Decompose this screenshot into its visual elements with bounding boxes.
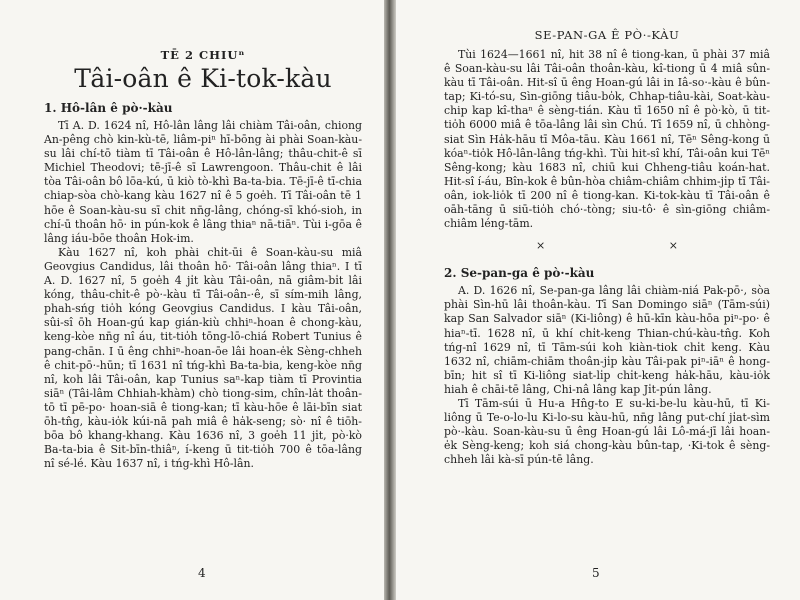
left-page — [0, 0, 384, 600]
running-head: SE-PAN-GA Ê PÒ·-KÀU — [534, 28, 680, 42]
paragraph: A. D. 1626 nî, Se-pan-ga lâng lâi chiàm-niá Pak-pō·, sòa phài Sìn-hū lâi thoân-kàu. Tī San Domingo siāⁿ (Tām-súi) kap San Salvador siāⁿ (Ki-liông) ê hū-kīn kàu-hōa piⁿ-po· ê hiaⁿ-tī. 1628 nî, ū khí chi̍t-keng Thian-chú-kàu-tn̂g. Koh tńg-nî 1629 nî, tī Tām-súi koh kiàn-tiok chi̍t keng. Kàu 1632 nî, chiām-chiām thoân-ji̍p kàu Tâi-pak piⁿ-iāⁿ ê hong-bīn; hit sî tī Ki-liông siat-li̍p chi̍t-keng ha̍k-hāu, kàu-io̍k hiah ê chāi-tē lâng, Chi-nâ lâng kap Ji̍t-pún lâng. — [444, 284, 770, 396]
paragraph: Tī A. D. 1624 nî, Hô-lân lâng lâi chiàm Tâi-oân, chiong An-pêng chò kin-kù-tē, liâm-piⁿ hī-bōng ài phài Soan-kàu-su lâi chí-tō tiàm tī Tâi-oân ê Hô-lân-lâng; thâu-chit-ê sī Michiel Theodovi; tē-jī-ê sī Lawrengoon. Thâu-chit ê lâi tòa Tâi-oân bô lōa-kú, ū kiò tò-khì Ba-ta-bia. Tē-jī-ê tī-chia chiap-sòa chò-kang kàu 1627 nî ê 5 goe̍h. Tī Tâi-oân tē 1 hōe ê Soan-kàu-su sī chit nn̄g-lâng, chóng-sī khó-sioh, in chí-ū thoân hō· in pún-kok ê lâng thiaⁿ nā-tiāⁿ. Tùi i-gōa ê lâng iáu-bōe thoân Hok-im. — [44, 119, 362, 245]
paragraph: Tùi 1624—1661 nî, hit 38 nî ê tiong-kan, ū phài 37 miâ ê Soan-kàu-su lâi Tâi-oân thoân-kàu, kî-tiong ū 4 miâ sûn-kàu tī Tâi-oân. Hit-sî ū êng Hoan-gú lâi in Iâ-so·-kàu ê bûn-tap; Ki-tó-su, Sìn-giōng tiâu-bo̍k, Chhap-tiâu-kài, Soat-kàu-chip kap kî-thaⁿ ê sèng-tián. Kàu tī 1650 nî ê pò·kò, ū tit-tio̍h 6000 miâ ê tōa-lâng lâi sìn Chú. Tī 1659 nî, ū chhòng-siat Sìn Ha̍k-hāu tī Môa-tāu. Kàu 1661 nî, Tēⁿ Sêng-kong ū kóaⁿ-tio̍k Hô-lân-lâng tńg-khì. Tùi hit-sî khí, Tâi-oân kui Tēⁿ Sêng-kong; kàu 1683 nî, chiū kui Chheng-tiâu koán-hat. Hit-sî í-áu, Bîn-kok ê bûn-hòa chiâm-chiâm chhim-ji̍p tī Tâi-oân, iok-lio̍k tī 200 nî ê tiong-kan. Ki-tok-kàu tī Tâi-oân ê oāh-tāng ū siū-tio̍h chó·-tòng; siu-tô· ê sìn-giōng chiâm-chiâm léng-tām. — [444, 48, 770, 231]
page-number-left: 4 — [198, 566, 206, 580]
page-number-right: 5 — [592, 566, 600, 580]
chapter-title: Tâi-oân ê Ki-tok-kàu — [74, 64, 332, 93]
right-page — [396, 0, 800, 600]
paragraph: Tī Tām-súi ū Hu-a Hn̂g-to E su-ki-be-lu kàu-hū, tī Ki-liông ū Te-o-lo-lu Ki-lo-su kàu-hū, nn̄g lâng put-chí ji̍at-sìm pò·-kàu. Soan-kàu-su ū êng Hoan-gú lâi Lô-má-jī lâi hoan-e̍k Sèng-keng; koh siá chong-kàu bûn-tap, ·Ki-tok ê sèng-chheh lâi kà-sī pún-tē lâng. — [444, 396, 770, 467]
book-gutter — [384, 0, 396, 600]
section-heading-2: 2. Se-pan-ga ê pò·-kàu — [444, 266, 595, 281]
section-heading-1: 1. Hô-lân ê pò·-kàu — [44, 101, 173, 115]
paragraph: Kàu 1627 nî, koh phài chi̍t-ūi ê Soan-kàu-su miâ Geovgius Candidus, lâi thoân hō· Tâi-oân lâng thiaⁿ. I tī A. D. 1627 nî, 5 goe̍h 4 ji̍t kàu Tâi-oân, nā giâm-bi̍t lâi kóng, thâu-chi̍t-ê pò·-kàu tī Tâi-oân-·ê, sī sím-mih lâng, phah-sńg tio̍h kóng Geovgius Candidus. I kàu Tâi-oân, sûi-sî ōh Hoan-gú kap gián-kiù chhiⁿ-hoan ê chong-kàu, keng-kòe nn̄g nî áu, tit-tio̍h tōng-lō-chiá Robert Tunius ê pang-chān. I ū êng chhiⁿ-hoan-ōe lâi hoan-e̍k Sèng-chheh ê chit-pō·-hūn; tī 1631 nî tńg-khì Ba-ta-bia, keng-kòe nn̄g nî, koh lâi Tâi-oân, kap Tunius saⁿ-kap tiàm tī Provintia siāⁿ (Tâi-lâm Chhiah-khàm) chò tiong-sim, chîn-la̍t thoân-tō tī pē-po· hoan-siā ê tiong-kan; tī kàu-hōe ê lāi-bīn siat ōh-tn̂g, kàu-io̍k kúi-nā pah miâ ê ha̍k-seng; sò· nî ê tiōh-bōa bô khang-khang. Kàu 1636 nî, 3 goe̍h 11 ji̍t, pò·kò Ba-ta-bia ê Sit-bīn-thiâⁿ, í-keng ū tit-tio̍h 700 ê tōa-lâng nî sé-lé. Kàu 1637 nî, i tńg-khì Hô-lân. — [44, 245, 362, 471]
chapter-heading: TĒ 2 CHIUⁿ — [160, 48, 246, 62]
section-divider: × × — [536, 239, 738, 253]
